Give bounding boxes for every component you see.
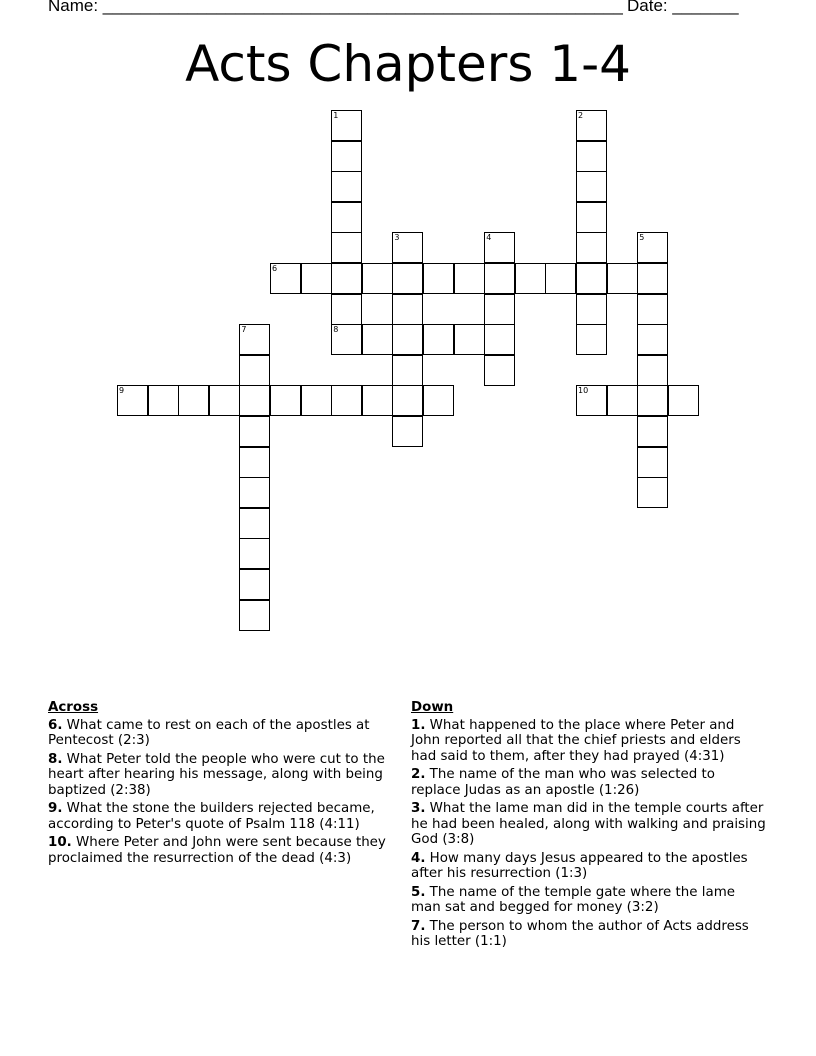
grid-cell: [331, 232, 362, 263]
grid-cell: [484, 232, 515, 263]
grid-cell: [454, 263, 485, 294]
grid-cell: [637, 477, 668, 508]
clue-number: 5.: [411, 884, 426, 900]
grid-cell: [454, 324, 485, 355]
grid-cell: [331, 385, 362, 416]
clue-down-2: [411, 767, 767, 798]
cell-number: 8: [333, 325, 339, 335]
cell-number: 7: [241, 325, 247, 335]
cell-number: 2: [578, 111, 584, 120]
clue-text: What Peter told the people who were cut to the heart after hearing his message, along with being baptized (2:38): [48, 751, 385, 798]
grid-cell: [239, 600, 270, 631]
grid-cell: [576, 202, 607, 233]
grid-cell: [239, 385, 270, 416]
grid-cell: [668, 385, 699, 416]
grid-cell: [423, 263, 454, 294]
grid-cell: [576, 385, 607, 416]
grid-cell: [362, 385, 393, 416]
clue-text: How many days Jesus appeared to the apostles after his resurrection (1:3): [411, 850, 748, 881]
clue-number: 1.: [411, 717, 426, 733]
clue-text: The name of the temple gate where the lame man sat and begged for money (3:2): [411, 884, 735, 915]
grid-cell: [576, 141, 607, 172]
grid-cell: [239, 538, 270, 569]
grid-cell: [331, 324, 362, 355]
grid-cell: [637, 355, 668, 386]
across-clues: [48, 700, 400, 869]
grid-cell: [637, 324, 668, 355]
grid-cell: [637, 263, 668, 294]
grid-cell: [362, 263, 393, 294]
grid-cell: [576, 110, 607, 141]
clue-text: The person to whom the author of Acts address his letter (1:1): [411, 918, 749, 949]
clue-down-3: [411, 801, 767, 848]
grid-cell: [331, 294, 362, 325]
grid-cell: [392, 385, 423, 416]
clue-down-4: [411, 851, 767, 882]
clue-number: 2.: [411, 767, 426, 782]
grid-cell: [515, 263, 546, 294]
grid-cell: [117, 385, 148, 416]
clue-down-1: [411, 718, 767, 765]
across-heading: Across: [48, 700, 99, 715]
name-field-line: Name: _______________________________________________________: [48, 0, 623, 15]
grid-cell: [392, 355, 423, 386]
grid-cell: [331, 263, 362, 294]
clue-number: 3.: [411, 801, 426, 816]
grid-cell: [637, 294, 668, 325]
cell-number: 6: [272, 264, 278, 273]
grid-cell: [209, 385, 240, 416]
grid-cell: [331, 171, 362, 202]
grid-cell: [576, 232, 607, 263]
grid-cell: [392, 294, 423, 325]
date-field-line: Date: _______: [627, 0, 739, 15]
cell-number: 1: [333, 111, 339, 120]
down-clues: [411, 700, 767, 953]
down-heading: Down: [411, 700, 454, 715]
grid-cell: [331, 110, 362, 141]
grid-cell: [239, 477, 270, 508]
cell-number: 3: [394, 233, 400, 243]
clue-across-9: [48, 801, 400, 832]
grid-cell: [239, 447, 270, 478]
clue-number: 6.: [48, 717, 63, 733]
grid-cell: [392, 416, 423, 447]
clue-number: 10.: [48, 835, 72, 850]
grid-cell: [239, 416, 270, 447]
grid-cell: [545, 263, 576, 294]
grid-cell: [484, 263, 515, 294]
grid-cell: [637, 416, 668, 447]
grid-cell: [484, 294, 515, 325]
grid-cell: [576, 324, 607, 355]
grid-cell: [239, 324, 270, 355]
clue-across-8: [48, 752, 400, 799]
grid-cell: [637, 232, 668, 263]
grid-cell: [607, 385, 638, 416]
clue-text: What the stone the builders rejected became, according to Peter's quote of Psalm 118 (4:11): [48, 801, 375, 832]
grid-cell: [239, 508, 270, 539]
grid-cell: [148, 385, 179, 416]
grid-cell: [392, 263, 423, 294]
grid-cell: [331, 141, 362, 172]
grid-cell: [576, 171, 607, 202]
cell-number: 9: [119, 386, 125, 396]
grid-cell: [331, 202, 362, 233]
clue-text: What happened to the place where Peter and John reported all that the chief priests and elders had said to them, after they had prayed (4:31): [411, 717, 741, 764]
clue-number: 7.: [411, 918, 426, 934]
grid-cell: [362, 324, 393, 355]
grid-cell: [239, 569, 270, 600]
cell-number: 10: [578, 386, 589, 396]
grid-cell: [576, 294, 607, 325]
clue-across-10: [48, 835, 400, 866]
clue-text: What the lame man did in the temple courts after he had been healed, along with walking and praising God (3:8): [411, 801, 766, 847]
grid-cell: [239, 355, 270, 386]
clue-down-7: [411, 919, 767, 950]
grid-cell: [576, 263, 607, 294]
page-title: Acts Chapters 1-4: [185, 35, 631, 93]
grid-cell: [301, 385, 332, 416]
cell-number: 4: [486, 233, 492, 243]
grid-cell: [392, 232, 423, 263]
clue-text: What came to rest on each of the apostles at Pentecost (2:3): [48, 717, 370, 748]
cell-number: 5: [639, 233, 645, 243]
grid-cell: [423, 324, 454, 355]
clue-down-5: [411, 885, 767, 916]
clue-text: Where Peter and John were sent because they proclaimed the resurrection of the dead (4:3): [48, 835, 386, 866]
grid-cell: [607, 263, 638, 294]
grid-cell: [392, 324, 423, 355]
grid-cell: [270, 385, 301, 416]
grid-cell: [637, 385, 668, 416]
clue-text: The name of the man who was selected to replace Judas as an apostle (1:26): [411, 767, 715, 798]
grid-cell: [484, 355, 515, 386]
clue-across-6: [48, 718, 400, 749]
clue-number: 4.: [411, 850, 426, 866]
grid-cell: [484, 324, 515, 355]
grid-cell: [270, 263, 301, 294]
grid-cell: [301, 263, 332, 294]
grid-cell: [637, 447, 668, 478]
grid-cell: [423, 385, 454, 416]
grid-cell: [178, 385, 209, 416]
clue-number: 9.: [48, 801, 63, 816]
clue-number: 8.: [48, 751, 63, 767]
